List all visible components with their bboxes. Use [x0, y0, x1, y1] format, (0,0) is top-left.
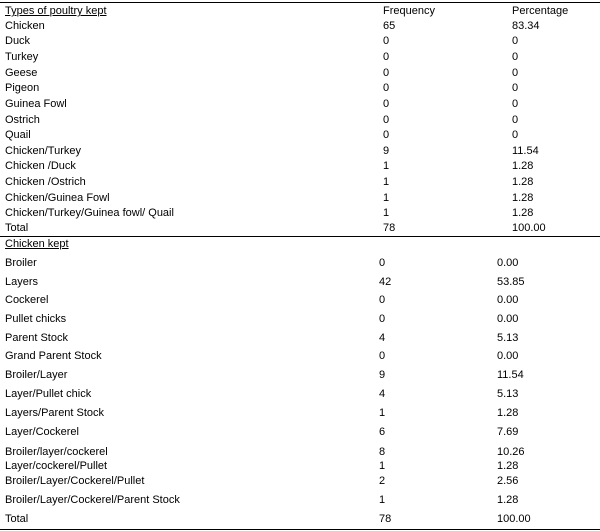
row-label: Layers/Parent Stock — [5, 407, 105, 419]
row-label: Broiler — [5, 257, 37, 269]
row-frequency: 1 — [383, 207, 390, 219]
row-label: Pigeon — [5, 82, 40, 94]
row-label: Chicken — [5, 20, 45, 32]
row-frequency: 0 — [383, 114, 390, 126]
section1-header-row — [0, 4, 600, 19]
row-frequency: 78 — [383, 222, 396, 234]
row-percentage: 1.28 — [512, 176, 534, 188]
row-label: Chicken /Duck — [5, 160, 76, 172]
row-frequency: 0 — [383, 82, 390, 94]
section2-title: Chicken kept — [5, 238, 69, 250]
row-label: Turkey — [5, 51, 39, 63]
frequency-column-header: Frequency — [383, 5, 435, 17]
table-row — [0, 387, 600, 402]
row-frequency: 0 — [379, 257, 386, 269]
row-label: Geese — [5, 67, 38, 79]
table-row — [0, 97, 600, 112]
row-percentage: 1.28 — [512, 192, 534, 204]
table-top-rule — [0, 2, 600, 3]
row-frequency: 1 — [383, 160, 390, 172]
row-percentage: 1.28 — [512, 207, 534, 219]
row-label: Grand Parent Stock — [5, 350, 102, 362]
row-label: Quail — [5, 129, 31, 141]
table-row — [0, 474, 600, 489]
table-row — [0, 349, 600, 364]
row-percentage: 0 — [512, 82, 519, 94]
total-row — [0, 221, 600, 236]
table-row — [0, 81, 600, 96]
row-frequency: 0 — [383, 35, 390, 47]
row-percentage: 100.00 — [497, 513, 531, 525]
row-percentage: 0 — [512, 51, 519, 63]
row-percentage: 0 — [512, 67, 519, 79]
row-frequency: 6 — [379, 426, 386, 438]
row-percentage: 2.56 — [497, 475, 519, 487]
row-percentage: 0 — [512, 98, 519, 110]
row-frequency: 1 — [379, 494, 386, 506]
row-label: Guinea Fowl — [5, 98, 67, 110]
table-row — [0, 368, 600, 383]
row-percentage: 0.00 — [497, 294, 519, 306]
table-row — [0, 159, 600, 174]
row-label: Parent Stock — [5, 332, 68, 344]
table-row — [0, 50, 600, 65]
row-frequency: 4 — [379, 388, 386, 400]
row-label: Chicken/Turkey — [5, 145, 82, 157]
row-percentage: 1.28 — [512, 160, 534, 172]
table-row — [0, 312, 600, 327]
row-percentage: 7.69 — [497, 426, 519, 438]
row-label: Duck — [5, 35, 31, 47]
row-label: Layers — [5, 276, 39, 288]
row-percentage: 0.00 — [497, 313, 519, 325]
table-row — [0, 425, 600, 440]
row-label: Layer/Cockerel — [5, 426, 79, 438]
row-percentage: 10.26 — [497, 446, 525, 458]
row-frequency: 42 — [379, 276, 392, 288]
total-row — [0, 512, 600, 527]
row-percentage: 11.54 — [497, 369, 524, 381]
percentage-column-header: Percentage — [512, 5, 569, 17]
row-percentage: 1.28 — [497, 407, 519, 419]
row-label: Ostrich — [5, 114, 40, 126]
row-frequency: 9 — [383, 145, 390, 157]
table-row — [0, 406, 600, 421]
row-percentage: 100.00 — [512, 222, 546, 234]
row-frequency: 1 — [383, 192, 390, 204]
table-row — [0, 493, 600, 508]
row-percentage: 5.13 — [497, 388, 519, 400]
row-label: Chicken /Ostrich — [5, 176, 86, 188]
row-percentage: 53.85 — [497, 276, 525, 288]
row-percentage: 0 — [512, 129, 519, 141]
row-label: Chicken/Guinea Fowl — [5, 192, 110, 204]
table-row — [0, 175, 600, 190]
row-frequency: 4 — [379, 332, 386, 344]
row-percentage: 5.13 — [497, 332, 519, 344]
row-percentage: 1.28 — [497, 460, 519, 472]
row-frequency: 65 — [383, 20, 396, 32]
table-row — [0, 128, 600, 143]
row-label: Broiler/Layer — [5, 369, 68, 381]
row-percentage: 0 — [512, 35, 519, 47]
row-frequency: 0 — [383, 98, 390, 110]
section1-title: Types of poultry kept — [5, 5, 107, 17]
row-frequency: 0 — [379, 313, 386, 325]
row-label: Total — [5, 222, 29, 234]
row-frequency: 0 — [383, 67, 390, 79]
row-label: Broiler/Layer/Cockerel/Parent Stock — [5, 494, 180, 506]
row-frequency: 1 — [383, 176, 390, 188]
row-frequency: 0 — [383, 129, 390, 141]
row-label: Pullet chicks — [5, 313, 67, 325]
row-percentage: 83.34 — [512, 20, 540, 32]
row-frequency: 0 — [379, 350, 386, 362]
row-percentage: 0.00 — [497, 257, 519, 269]
row-frequency: 9 — [379, 369, 386, 381]
table-row — [0, 445, 600, 460]
row-label: Broiler/layer/cockerel — [5, 446, 108, 458]
table-row — [0, 275, 600, 290]
row-frequency: 1 — [379, 460, 386, 472]
table-row — [0, 144, 600, 159]
table-row — [0, 206, 600, 221]
row-percentage: 11.54 — [512, 145, 539, 157]
row-label: Total — [5, 513, 29, 525]
row-percentage: 0 — [512, 114, 519, 126]
row-label: Layer/Pullet chick — [5, 388, 92, 400]
row-frequency: 78 — [379, 513, 392, 525]
row-frequency: 0 — [379, 294, 386, 306]
row-frequency: 8 — [379, 446, 386, 458]
table-row — [0, 256, 600, 271]
table-bottom-rule — [0, 529, 600, 530]
row-frequency: 0 — [383, 51, 390, 63]
table-row — [0, 459, 600, 474]
section2-header-row — [0, 237, 600, 252]
table-row — [0, 113, 600, 128]
row-frequency: 2 — [379, 475, 386, 487]
table-row — [0, 34, 600, 49]
row-label: Chicken/Turkey/Guinea fowl/ Quail — [5, 207, 174, 219]
table-row — [0, 66, 600, 81]
row-label: Broiler/Layer/Cockerel/Pullet — [5, 475, 145, 487]
table-row — [0, 331, 600, 346]
row-percentage: 0.00 — [497, 350, 519, 362]
row-percentage: 1.28 — [497, 494, 519, 506]
table-row — [0, 19, 600, 34]
table-row — [0, 293, 600, 308]
row-label: Layer/cockerel/Pullet — [5, 460, 108, 472]
row-label: Cockerel — [5, 294, 49, 306]
table-row — [0, 191, 600, 206]
row-frequency: 1 — [379, 407, 386, 419]
